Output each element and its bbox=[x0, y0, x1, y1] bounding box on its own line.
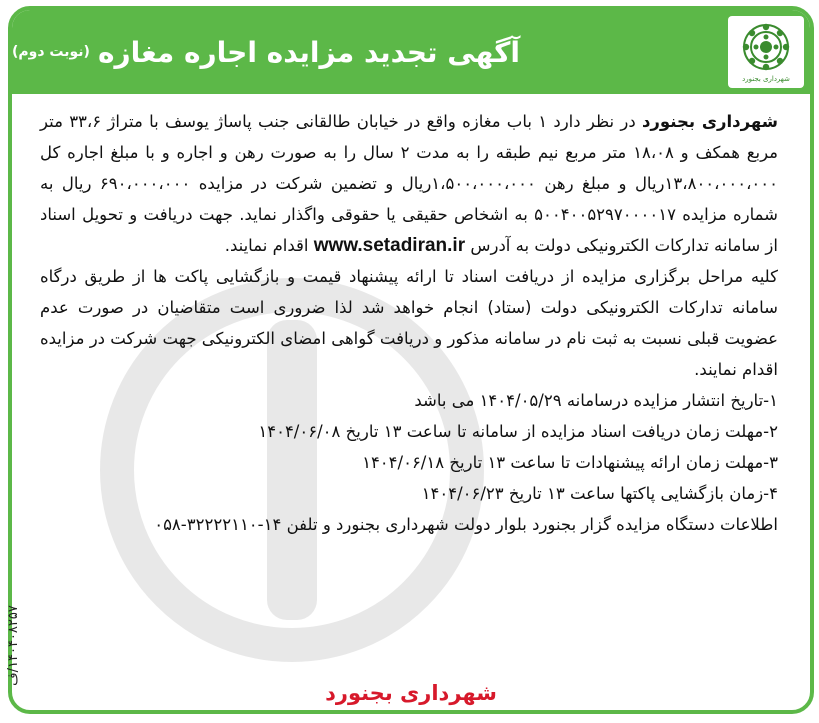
logo-caption: شهرداری بجنورد bbox=[742, 75, 790, 83]
list-item: ۳-مهلت زمان ارائه پیشنهادات تا ساعت ۱۳ تاریخ ۱۴۰۴/۰۶/۱۸ bbox=[362, 453, 778, 472]
ad-frame bbox=[5, 6, 814, 714]
paragraph-main bbox=[40, 106, 778, 261]
contact-line: اطلاعات دستگاه مزایده گزار بجنورد بلوار دولت شهرداری بجنورد و تلفن ۱۴-۳۲۲۲۲۱۱۰-۰۵۸ bbox=[154, 515, 778, 534]
paragraph-1-text: در نظر دارد ۱ باب مغازه واقع در خیابان طالقانی جنب پاساژ یوسف با متراژ ۳۳،۶ متر مربع همکف و ۱۸،۰۸ متر مربع نیم طبقه را به مدت ۲ سال را به صورت رهن و اجاره و با مبلغ اجاره کل ۱۳،۸۰۰،۰۰۰،۰۰۰ریال و مبلغ رهن ۱،۵۰۰،۰۰۰،۰۰۰ریال و تضمین شرکت در مزایده ۶۹۰،۰۰۰،۰۰۰ ریال به شماره مزایده ۵۰۰۴۰۰۵۲۹۷۰۰۰۰۱۷ به اشخاص حقیقی یا حقوقی واگذار نماید. جهت دریافت و تحویل اسناد از سامانه تدارکات الکترونیکی دولت به آدرس bbox=[40, 112, 779, 255]
header-title-area bbox=[12, 10, 724, 94]
ad-subtitle: (نوبت دوم) bbox=[12, 44, 90, 60]
signature: شهرداری بجنورد bbox=[325, 681, 497, 705]
municipality-logo bbox=[728, 16, 804, 88]
website-link[interactable]: www.setadiran.ir bbox=[313, 235, 466, 256]
paragraph-1-end: اقدام نمایند. bbox=[224, 236, 314, 255]
list-item: ۲-مهلت زمان دریافت اسناد مزایده از سامانه تا ساعت ۱۳ تاریخ ۱۴۰۴/۰۶/۰۸ bbox=[258, 422, 778, 441]
ad-body bbox=[40, 106, 778, 540]
list-item: ۴-زمان بازگشایی پاکتها ساعت ۱۳ تاریخ ۱۴۰۴/۰۶/۲۳ bbox=[421, 484, 778, 503]
paragraph-procedure: کلیه مراحل برگزاری مزایده از دریافت اسناد تا ارائه پیشنهاد قیمت و بازگشایی پاکت ها از طریق درگاه سامانه تدارکات الکترونیکی دولت (ستاد) انجام خواهد شد لذا ضروری است متقاضیان در صورت عدم عضویت قبلی نسبت به ثبت نام در سامانه مذکور و دریافت گواهی امضای الکترونیکی جهت شرکت در مزایده اقدام نمایند. bbox=[40, 267, 778, 379]
list-item: ۱-تاریخ انتشار مزایده درسامانه ۱۴۰۴/۰۵/۲۹ می باشد bbox=[414, 391, 778, 410]
ad-title: آگهی تجدید مزایده اجاره مغازه bbox=[97, 35, 520, 69]
side-code bbox=[0, 580, 28, 710]
side-code-text: ۱۴۰۴۰۸۲۵۷/ف bbox=[5, 604, 21, 686]
municipality-emblem-icon bbox=[740, 21, 792, 73]
lead-text: شهرداری بجنورد bbox=[641, 112, 778, 131]
header-band bbox=[12, 10, 810, 94]
